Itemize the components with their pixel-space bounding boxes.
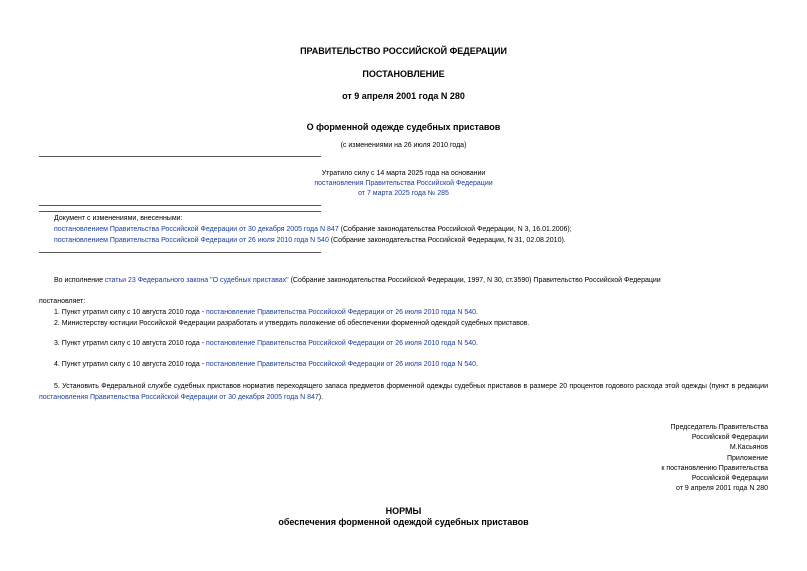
appendix-date: от 9 апреля 2001 года N 280 [675, 485, 768, 492]
appendix-label: Приложение [726, 455, 768, 462]
point-1: 1. Пункт утратил силу с 10 августа 2010 года - постановление Правительства Российской Федерации от 26 июля 2010 года N 540. [54, 309, 478, 316]
point-5: 5. Установить Федеральной службе судебных приставов норматив переходящего запаса предметов форменной одежды судебных приставов в размере 20 процентов годового расхода этой одежды (пункт в редакции постановления Правительства Российской Федерации от 30 декабря 2005 года N 847). [39, 383, 768, 401]
norms-subtitle: обеспечения форменной одеждой судебных приставов [278, 517, 529, 527]
signature-name: М.Касьянов [729, 444, 768, 451]
appendix-org: Российской Федерации [691, 475, 768, 482]
change-source-2010: (Собрание законодательства Российской Федерации, N 31, 02.08.2010). [328, 237, 566, 244]
change-item-2 [54, 237, 566, 244]
point-3-text: 3. Пункт утратил силу с 10 августа 2010 года - [54, 340, 206, 347]
date-number-heading: от 9 апреля 2001 года N 280 [342, 91, 465, 101]
signature-position: Председатель Правительства [670, 424, 768, 431]
amendments-note: (с изменениями на 26 июля 2010 года) [340, 142, 467, 149]
norms-title: НОРМЫ [385, 506, 422, 516]
point-2-text: 2. Министерству юстиции Российской Федерации разработать и утвердить положение об обеспечении форменной одеждой судебных приставов. [54, 320, 530, 327]
divider [39, 252, 321, 253]
lapsed-link-line1[interactable]: постановления Правительства Российской Федерации [314, 180, 493, 187]
lapsed-notice: Утратило силу с 14 марта 2025 года на основании [321, 170, 486, 177]
point-1-link[interactable]: постановление Правительства Российской Федерации от 26 июля 2010 года N 540 [205, 309, 477, 316]
preamble [54, 277, 661, 284]
change-source-2005: (Собрание законодательства Российской Федерации, N 3, 16.01.2006); [338, 226, 572, 233]
change-link-2005[interactable]: постановлением Правительства Российской Федерации от 30 декабря 2005 года N 847 [54, 226, 339, 233]
change-item-1 [54, 226, 572, 233]
changes-intro: Документ с изменениями, внесенными: [54, 215, 183, 222]
resolves-text: постановляет: [39, 298, 86, 305]
point-3-link[interactable]: постановление Правительства Российской Федерации от 26 июля 2010 года N 540 [205, 340, 477, 347]
change-link-2010[interactable]: постановлением Правительства Российской Федерации от 26 июля 2010 года N 540 [54, 237, 329, 244]
point-4: 4. Пункт утратил силу с 10 августа 2010 года - постановление Правительства Российской Федерации от 26 июля 2010 года N 540. [54, 361, 478, 368]
appendix-ref: к постановлению Правительства [661, 465, 768, 472]
signature-org: Российской Федерации [691, 434, 768, 441]
divider [39, 205, 321, 206]
point-3: 3. Пункт утратил силу с 10 августа 2010 года - постановление Правительства Российской Федерации от 26 июля 2010 года N 540. [54, 340, 478, 347]
divider [39, 156, 321, 157]
doc-type-heading: ПОСТАНОВЛЕНИЕ [362, 69, 445, 79]
law-article-link[interactable]: статьи 23 Федерального закона "О судебных приставах" [104, 277, 289, 284]
preamble-post: (Собрание законодательства Российской Федерации, 1997, N 30, ст.3590) Правительство Российской Федерации [288, 277, 661, 284]
document-title: О форменной одежде судебных приставов [306, 122, 501, 132]
divider [39, 211, 321, 212]
point-4-link[interactable]: постановление Правительства Российской Федерации от 26 июля 2010 года N 540 [205, 361, 477, 368]
point-5-text: 5. Установить Федеральной службе судебных приставов норматив переходящего запаса предметов форменной одежды судебных приставов в размере 20 процентов годового расхода этой одежды (пункт в редакции [54, 383, 768, 390]
point-4-text: 4. Пункт утратил силу с 10 августа 2010 года - [54, 361, 206, 368]
point-1-text: 1. Пункт утратил силу с 10 августа 2010 года - [54, 309, 206, 316]
preamble-pre: Во исполнение [54, 277, 105, 284]
government-heading: ПРАВИТЕЛЬСТВО РОССИЙСКОЙ ФЕДЕРАЦИИ [300, 46, 507, 56]
lapsed-link-line2[interactable]: от 7 марта 2025 года № 285 [358, 190, 449, 197]
point-5-link[interactable]: постановления Правительства Российской Федерации от 30 декабря 2005 года N 847 [39, 394, 319, 401]
